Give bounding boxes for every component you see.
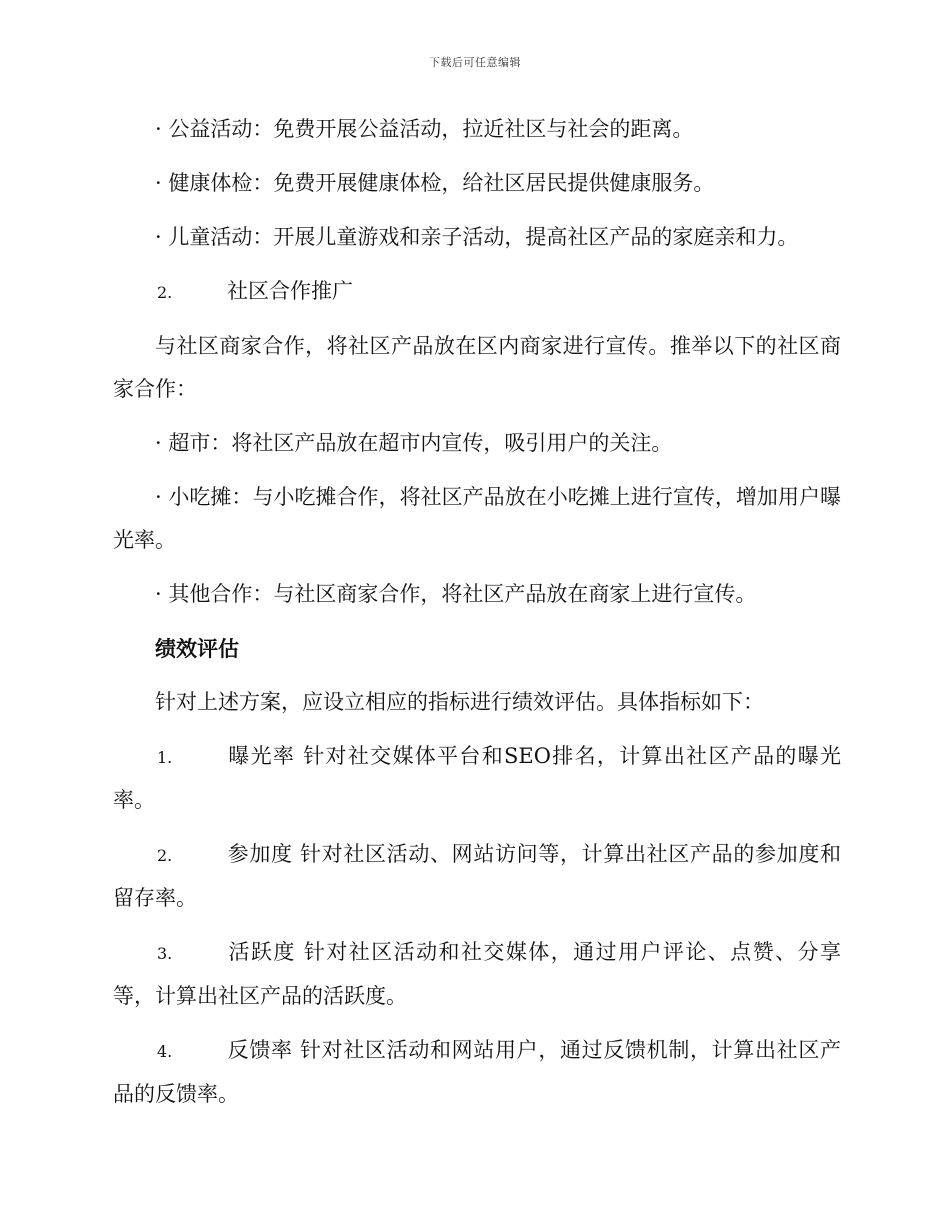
metric-number: 1. bbox=[157, 748, 173, 767]
metric-item-exposure bbox=[113, 735, 841, 822]
bullet-health-check: · 健康体检：免费开展健康体检，给社区居民提供健康服务。 bbox=[155, 171, 715, 195]
section-number: 2. bbox=[157, 283, 173, 302]
metric-number: 2. bbox=[157, 846, 173, 865]
metric-item-participation bbox=[113, 833, 841, 920]
evaluation-intro-paragraph: 针对上述方案，应设立相应的指标进行绩效评估。具体指标如下： bbox=[155, 690, 764, 714]
metric-item-activity bbox=[113, 931, 841, 1018]
metric-number: 3. bbox=[157, 944, 173, 963]
metric-text: 活跃度 针对社区活动和社交媒体，通过用户评论、点赞、分享等，计算出社区产品的活跃度。 bbox=[113, 940, 841, 1008]
page-header: 下载后可任意编辑 bbox=[429, 56, 521, 69]
metric-number: 4. bbox=[157, 1042, 173, 1061]
metric-text: 反馈率 针对社区活动和网站用户，通过反馈机制，计算出社区产品的反馈率。 bbox=[113, 1038, 841, 1106]
bullet-children-activity: · 儿童活动：开展儿童游戏和亲子活动，提高社区产品的家庭亲和力。 bbox=[155, 225, 799, 249]
metric-text: 参加度 针对社区活动、网站访问等，计算出社区产品的参加度和留存率。 bbox=[113, 842, 841, 910]
bullet-other-cooperation: · 其他合作：与社区商家合作，将社区产品放在商家上进行宣传。 bbox=[155, 582, 757, 606]
section-heading-community-cooperation bbox=[113, 270, 841, 314]
metric-text: 曝光率 针对社交媒体平台和SEO排名，计算出社区产品的曝光率。 bbox=[113, 744, 841, 812]
bullet-supermarket: · 超市：将社区产品放在超市内宣传，吸引用户的关注。 bbox=[155, 431, 673, 455]
bullet-public-welfare: · 公益活动：免费开展公益活动，拉近社区与社会的距离。 bbox=[155, 117, 694, 141]
cooperation-intro-paragraph: 与社区商家合作，将社区产品放在区内商家进行宣传。推举以下的社区商家合作： bbox=[113, 334, 841, 401]
document-body bbox=[113, 108, 841, 1116]
metric-item-feedback bbox=[113, 1029, 841, 1116]
section-title: 社区合作推广 bbox=[227, 279, 353, 303]
bullet-snack-stall: · 小吃摊：与小吃摊合作，将社区产品放在小吃摊上进行宣传，增加用户曝光率。 bbox=[113, 485, 841, 552]
heading-performance-evaluation: 绩效评估 bbox=[155, 636, 239, 661]
